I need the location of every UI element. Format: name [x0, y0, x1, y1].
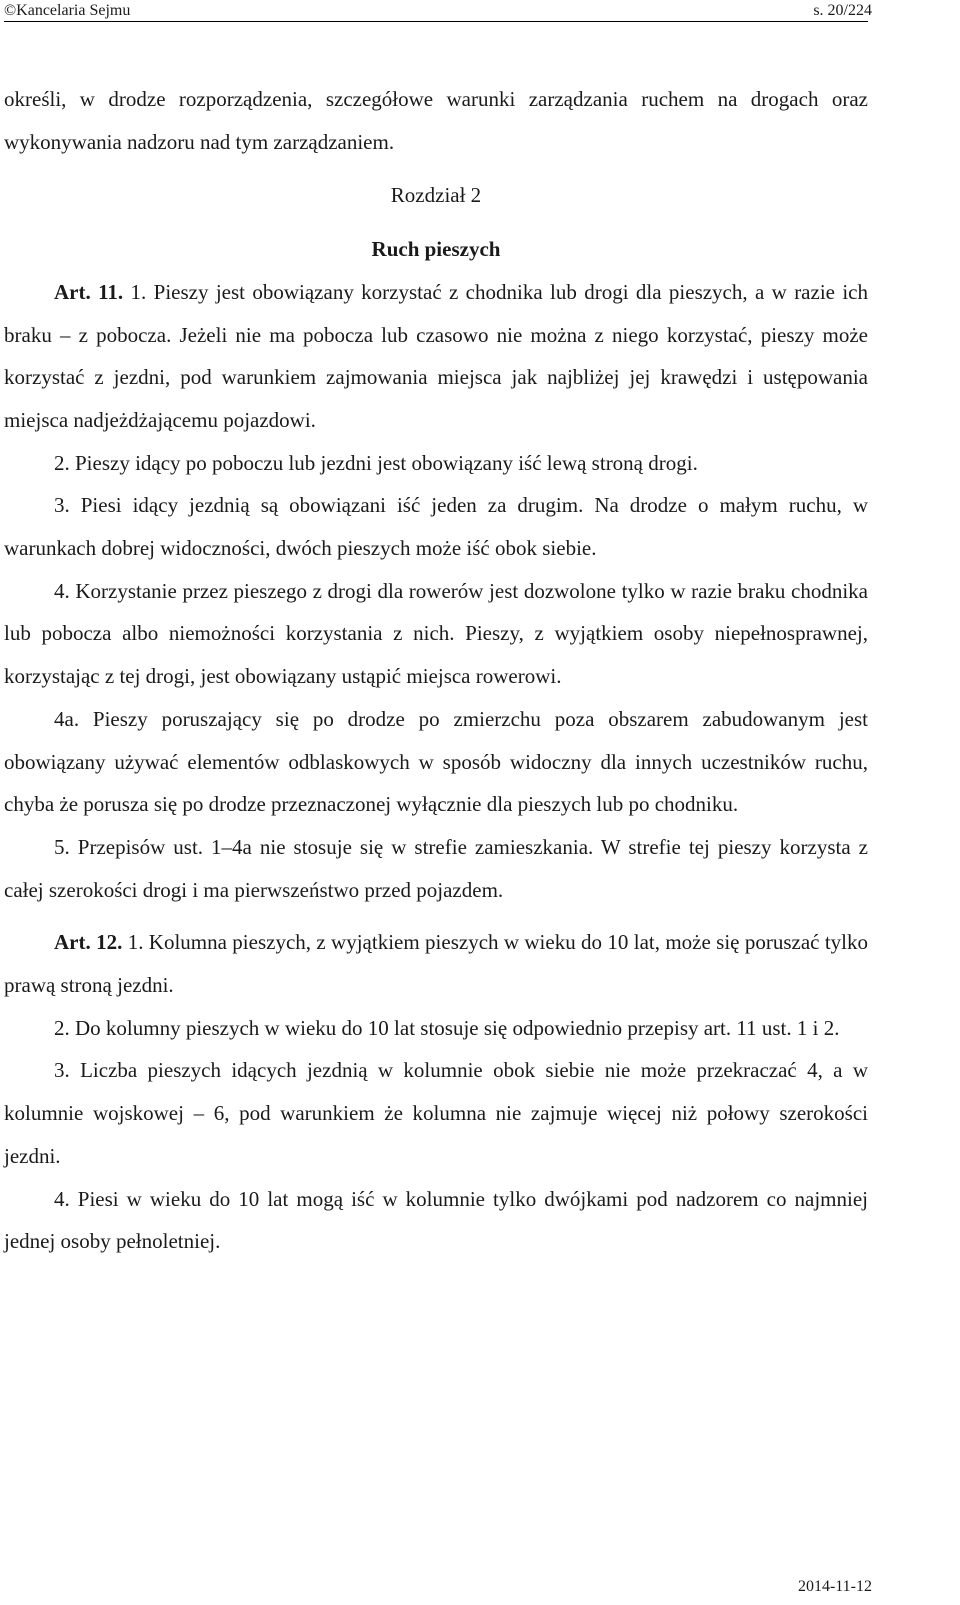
art12-paragraph-4: 4. Piesi w wieku do 10 lat mogą iść w kolumnie tylko dwójkami pod nadzorem co najmniej jednej osoby pełnoletniej.	[4, 1186, 868, 1254]
page-number: s. 20/224	[813, 2, 872, 19]
art12-paragraph-1	[4, 921, 868, 1006]
art11-paragraph-4a: 4a. Pieszy poruszający się po drodze po zmierzchu poza obszarem zabudowanym jest obowiązany używać elementów odblaskowych w sposób widoczny dla innych uczestników ruchu, chyba że porusza się po drodze przeznaczonej wyłącznie dla pieszych lub po chodniku.	[4, 706, 868, 817]
header-source: ©Kancelaria Sejmu	[4, 2, 131, 19]
art11-paragraph-4: 4. Korzystanie przez pieszego z drogi dla rowerów jest dozwolone tylko w razie braku chodnika lub pobocza albo niemożności korzystania z nich. Pieszy, z wyjątkiem osoby niepełnosprawnej, korzystając z tej drogi, jest obowiązany ustąpić miejsca rowerowi.	[4, 578, 868, 689]
art12-paragraph-2: 2. Do kolumny pieszych w wieku do 10 lat stosuje się odpowiednio przepisy art. 11 ust. 1 i 2.	[54, 1015, 840, 1040]
art11-p1-text: 1. Pieszy jest obowiązany korzystać z chodnika lub drogi dla pieszych, a w razie ich braku – z pobocza. Jeżeli nie ma pobocza lub czasowo nie można z niego korzystać, pieszy może korzystać z jezdni, pod warunkiem zajmowania miejsca jak najbliżej jej krawędzi i ustępowania miejsca nadjeżdżającemu pojazdowi.	[4, 279, 868, 432]
intro-paragraph: określi, w drodze rozporządzenia, szczegółowe warunki zarządzania ruchem na drogach oraz wykonywania nadzoru nad tym zarządzaniem.	[4, 87, 868, 154]
art11-label: Art. 11.	[54, 279, 124, 304]
art11-paragraph-2: 2. Pieszy idący po poboczu lub jezdni jest obowiązany iść lewą stroną drogi.	[54, 450, 698, 475]
art12-label: Art. 12.	[54, 930, 123, 955]
chapter-number: Rozdział 2	[390, 183, 482, 208]
chapter-title: Ruch pieszych	[371, 237, 501, 262]
art11-paragraph-5: 5. Przepisów ust. 1–4a nie stosuje się w strefie zamieszkania. W strefie tej pieszy korzysta z całej szerokości drogi i ma pierwszeństwo przed pojazdem.	[4, 834, 868, 902]
art12-p1-text: 1. Kolumna pieszych, z wyjątkiem pieszych w wieku do 10 lat, może się poruszać tylko prawą stroną jezdni.	[4, 930, 869, 998]
art11-paragraph-3: 3. Piesi idący jezdnią są obowiązani iść jeden za drugim. Na drodze o małym ruchu, w warunkach dobrej widoczności, dwóch pieszych może iść obok siebie.	[4, 493, 868, 561]
art11-paragraph-1	[4, 271, 868, 442]
art12-paragraph-3: 3. Liczba pieszych idących jezdnią w kolumnie obok siebie nie może przekraczać 4, a w kolumnie wojskowej – 6, pod warunkiem że kolumna nie zajmuje więcej niż połowy szerokości jezdni.	[4, 1058, 868, 1168]
header-rule	[4, 21, 868, 22]
footer-date: 2014-11-12	[797, 1578, 872, 1595]
document-body	[4, 78, 868, 1263]
